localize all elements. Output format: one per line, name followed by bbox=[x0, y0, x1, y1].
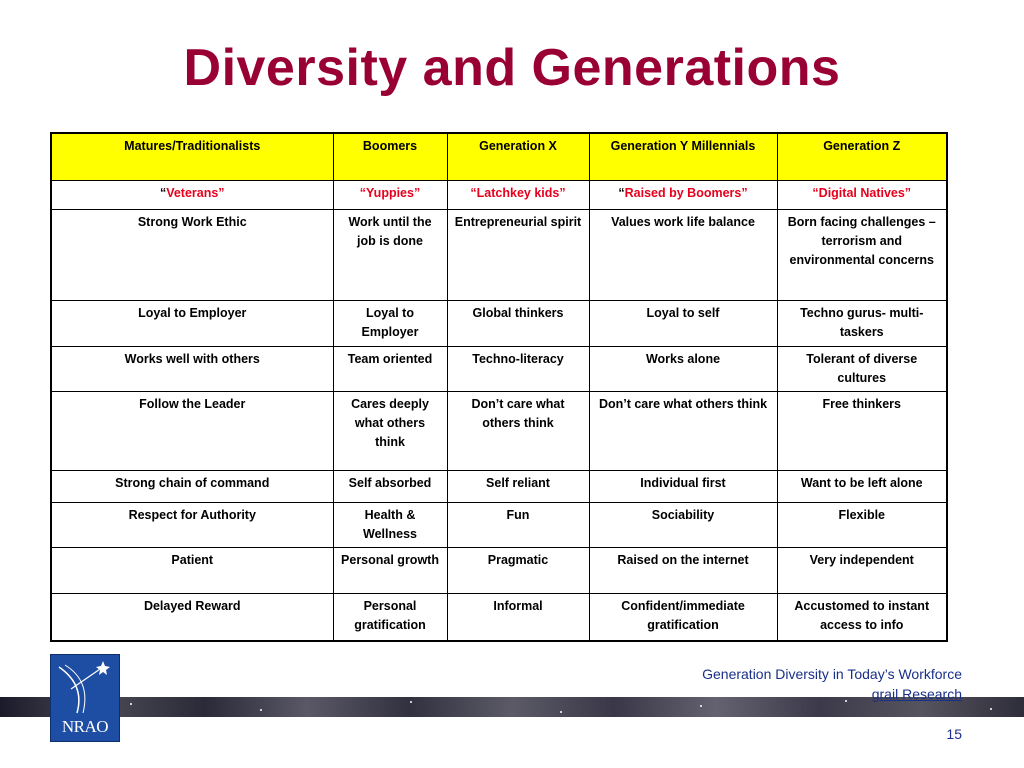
table-cell: Flexible bbox=[777, 502, 947, 548]
table-cell: Pragmatic bbox=[447, 548, 589, 594]
table-cell: Don’t care what others think bbox=[447, 392, 589, 471]
page-number: 15 bbox=[946, 726, 962, 742]
nickname-text: Veterans” bbox=[166, 186, 225, 200]
header-cell: Boomers bbox=[333, 133, 447, 181]
header-cell: Matures/Traditionalists bbox=[51, 133, 333, 181]
nickname-row bbox=[51, 181, 947, 210]
table-cell: Health & Wellness bbox=[333, 502, 447, 548]
table-row bbox=[51, 210, 947, 301]
table-cell: Informal bbox=[447, 593, 589, 641]
nickname-cell bbox=[589, 181, 777, 210]
nickname-cell bbox=[51, 181, 333, 210]
nickname-text: Raised by Boomers” bbox=[624, 186, 748, 200]
table-cell: Accustomed to instant access to info bbox=[777, 593, 947, 641]
table-cell: Respect for Authority bbox=[51, 502, 333, 548]
table-row bbox=[51, 301, 947, 347]
table-cell: Team oriented bbox=[333, 346, 447, 392]
nickname-text: “Yuppies” bbox=[359, 186, 421, 200]
table-cell: Techno gurus- multi-taskers bbox=[777, 301, 947, 347]
nickname-cell bbox=[447, 181, 589, 210]
table-cell: Loyal to self bbox=[589, 301, 777, 347]
table-cell: Cares deeply what others think bbox=[333, 392, 447, 471]
table-row bbox=[51, 346, 947, 392]
header-row bbox=[51, 133, 947, 181]
table-cell: Strong Work Ethic bbox=[51, 210, 333, 301]
table-cell: Raised on the internet bbox=[589, 548, 777, 594]
table-row bbox=[51, 548, 947, 594]
table-cell: Want to be left alone bbox=[777, 471, 947, 502]
table-cell: Fun bbox=[447, 502, 589, 548]
table-row bbox=[51, 392, 947, 471]
table-cell: Self absorbed bbox=[333, 471, 447, 502]
table-cell: Loyal to Employer bbox=[51, 301, 333, 347]
nrao-logo bbox=[50, 654, 120, 742]
generations-table bbox=[50, 132, 948, 642]
nickname-text: “Latchkey kids” bbox=[470, 186, 566, 200]
table-cell: Patient bbox=[51, 548, 333, 594]
table-cell: Global thinkers bbox=[447, 301, 589, 347]
table-cell: Free thinkers bbox=[777, 392, 947, 471]
source-publisher: grail Research bbox=[871, 686, 962, 702]
table-row bbox=[51, 471, 947, 502]
table-cell: Personal gratification bbox=[333, 593, 447, 641]
table-cell: Follow the Leader bbox=[51, 392, 333, 471]
nickname-cell bbox=[777, 181, 947, 210]
radio-telescope-icon bbox=[51, 655, 119, 717]
table-cell: Very independent bbox=[777, 548, 947, 594]
nickname-open-quote: “ bbox=[618, 186, 625, 200]
table-cell: Individual first bbox=[589, 471, 777, 502]
table-cell: Loyal to Employer bbox=[333, 301, 447, 347]
slide-title: Diversity and Generations bbox=[183, 39, 841, 97]
table-cell: Techno-literacy bbox=[447, 346, 589, 392]
table-row bbox=[51, 502, 947, 548]
table-cell: Work until the job is done bbox=[333, 210, 447, 301]
table-row bbox=[51, 593, 947, 641]
table-cell: Sociability bbox=[589, 502, 777, 548]
nickname-open-quote: “ bbox=[159, 186, 167, 200]
table-cell: Delayed Reward bbox=[51, 593, 333, 641]
header-cell: Generation X bbox=[447, 133, 589, 181]
nickname-text: “Digital Natives” bbox=[812, 186, 912, 200]
table-cell: Entrepreneurial spirit bbox=[447, 210, 589, 301]
table-cell: Don’t care what others think bbox=[589, 392, 777, 471]
table-cell: Self reliant bbox=[447, 471, 589, 502]
header-cell: Generation Z bbox=[777, 133, 947, 181]
table-cell: Confident/immediate gratification bbox=[589, 593, 777, 641]
logo-text: NRAO bbox=[61, 717, 109, 736]
table-cell: Works well with others bbox=[51, 346, 333, 392]
table-cell: Strong chain of command bbox=[51, 471, 333, 502]
table-cell: Personal growth bbox=[333, 548, 447, 594]
source-title: Generation Diversity in Today’s Workforce bbox=[702, 666, 962, 682]
source-citation bbox=[702, 664, 962, 704]
header-cell: Generation Y Millennials bbox=[589, 133, 777, 181]
table-cell: Born facing challenges – terrorism and environmental concerns bbox=[777, 210, 947, 301]
table-cell: Values work life balance bbox=[589, 210, 777, 301]
nickname-cell bbox=[333, 181, 447, 210]
table-cell: Tolerant of diverse cultures bbox=[777, 346, 947, 392]
table-cell: Works alone bbox=[589, 346, 777, 392]
